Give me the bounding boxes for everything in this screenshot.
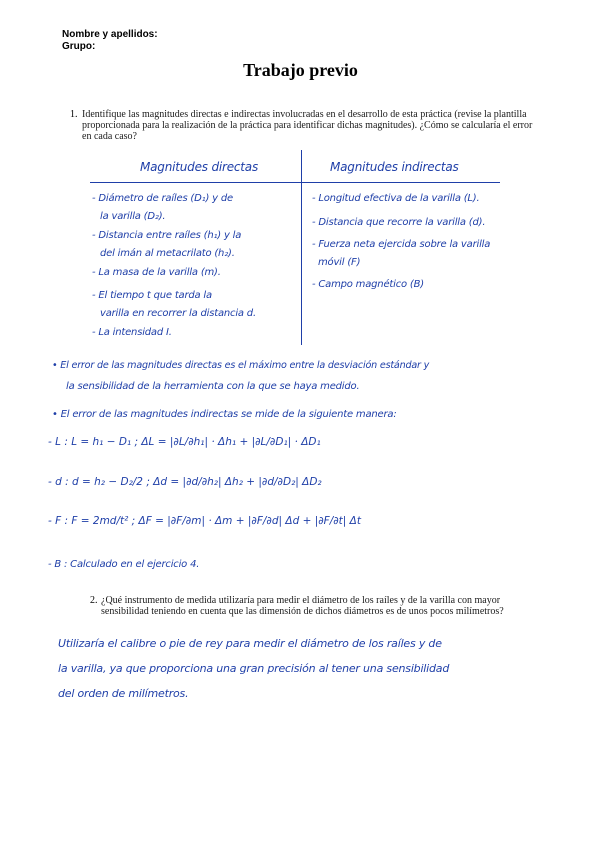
direct-header: Magnitudes directas — [140, 160, 259, 174]
question-1-number: 1. — [70, 109, 78, 120]
direct-line: - Distancia entre raíles (h₁) y la — [92, 230, 242, 241]
direct-line: la varilla (D₂). — [100, 211, 166, 222]
indirect-line: - Campo magnético (B) — [312, 279, 424, 290]
formula-d: - d : d = h₂ − D₂/2 ; Δd = |∂d/∂h₂| Δh₂ + |∂d/∂D₂| ΔD₂ — [48, 476, 322, 488]
direct-line: - El tiempo t que tarda la — [92, 290, 212, 301]
answer-2-line: del orden de milímetros. — [58, 687, 189, 700]
formula-F: - F : F = 2md/t² ; ΔF = |∂F/∂m| · Δm + |∂F/∂d| Δd + |∂F/∂t| Δt — [48, 515, 361, 527]
indirect-line: - Distancia que recorre la varilla (d). — [312, 217, 486, 228]
name-label: Nombre y apellidos: — [62, 29, 158, 40]
indirect-line: - Longitud efectiva de la varilla (L). — [312, 193, 480, 204]
question-1-text: Identifique las magnitudes directas e indirectas involucradas en el desarrollo de esta práctica (revise la plantilla proporcionada para la realización de la práctica para identificar dichas magnitudes). ¿Cómo se calcularía el error en cada caso? — [82, 109, 533, 142]
page-title: Trabajo previo — [243, 60, 358, 80]
formula-L: - L : L = h₁ − D₁ ; ΔL = |∂L/∂h₁| · Δh₁ + |∂L/∂D₁| · ΔD₁ — [48, 436, 321, 448]
indirect-line: - Fuerza neta ejercida sobre la varilla — [312, 239, 491, 250]
table-header-rule — [90, 182, 500, 183]
error-indirect-intro: • El error de las magnitudes indirectas se mide de la siguiente manera: — [52, 409, 397, 420]
direct-line: varilla en recorrer la distancia d. — [100, 308, 256, 319]
group-label: Grupo: — [62, 41, 96, 52]
question-2-number: 2. — [90, 595, 98, 606]
error-direct-line: la sensibilidad de la herramienta con la que se haya medido. — [66, 381, 360, 392]
question-2-text: ¿Qué instrumento de medida utilizaría para medir el diámetro de los raíles y de la varilla con mayor sensibilidad teniendo en cuenta que las dimensión de dichos diámetros es de unos pocos milímetros? — [101, 595, 504, 617]
direct-line: - La masa de la varilla (m). — [92, 267, 221, 278]
direct-line: del imán al metacrilato (h₂). — [100, 248, 235, 259]
error-direct-line: • El error de las magnitudes directas es el máximo entre la desviación estándar y — [52, 360, 430, 371]
indirect-line: móvil (F) — [318, 257, 361, 268]
direct-line: - La intensidad I. — [92, 327, 172, 338]
line-B: - B : Calculado en el ejercicio 4. — [48, 559, 200, 570]
table-divider — [301, 150, 302, 345]
answer-2-line: Utilizaría el calibre o pie de rey para medir el diámetro de los raíles y de — [58, 637, 442, 650]
direct-line: - Diámetro de raíles (D₁) y de — [92, 193, 233, 204]
indirect-header: Magnitudes indirectas — [330, 160, 459, 174]
answer-2-line: la varilla, ya que proporciona una gran precisión al tener una sensibilidad — [58, 662, 450, 675]
